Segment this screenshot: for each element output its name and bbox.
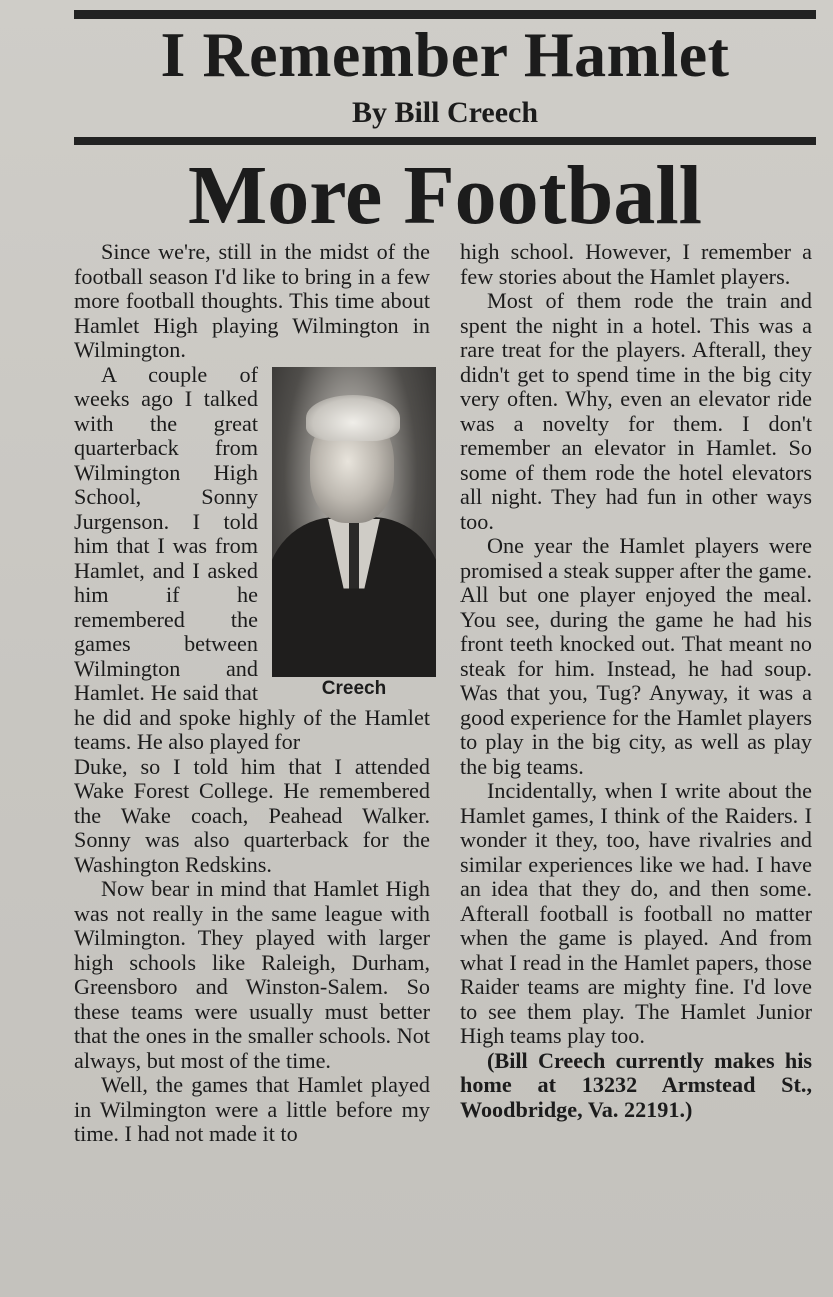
paragraph: Now bear in mind that Hamlet High was not really in the same league with Wilmington. They played with larger high schools like Raleigh, Durham, Greensboro and Winston-Salem. So these teams were usually must better that the ones in the smaller schools. Not always, but most of the time. — [74, 876, 430, 1073]
paragraph-continued: Duke, so I told him that I attended Wake Forest College. He remembered the Wake coach, Peahead Walker. Sonny was also quarterback for the Washington Redskins. — [74, 753, 430, 877]
paragraph: One year the Hamlet players were promised a steak supper after the game. All but one player enjoyed the meal. You see, during the game he had his front teeth knocked out. That meant no steak for him. Instead, he had soup. Was that you, Tug? Anyway, it was a good experience for the Hamlet players to play in the big city, as well as play the big teams. — [460, 533, 812, 779]
photo-caption: Creech — [321, 677, 387, 699]
photo-block — [264, 367, 436, 701]
paragraph: Incidentally, when I write about the Hamlet games, I think of the Raiders. I wonder it they, too, have rivalries and similar experiences like we had. I have an idea that they do, and then some. Afterall football is football no matter when the game is played. And from what I read in the Hamlet papers, those Raider teams are mighty fine. I'd love to see them play. The Hamlet Junior High teams play too. — [460, 778, 812, 1048]
paragraph: Most of them rode the train and spent the night in a hotel. This was a rare treat for the players. Afterall, they didn't get to spend time in the big city very often. Why, even an elevator ride was a novelty for them. I don't remember an elevator in Hamlet. So some of them rode the hotel elevators all night. They had fun in other ways too. — [460, 288, 812, 534]
byline: By Bill Creech — [351, 96, 539, 129]
article-headline: More Football — [187, 149, 702, 242]
left-column — [74, 240, 430, 1147]
paragraph: Well, the games that Hamlet played in Wilmington were a little before my time. I had not made it to — [74, 1072, 430, 1146]
author-bio: (Bill Creech currently makes his home at 13232 Armstead St., Woodbridge, Va. 22191.) — [460, 1047, 812, 1122]
paragraph-with-photo — [74, 363, 430, 755]
top-rule — [74, 10, 816, 19]
photo-hair — [306, 395, 400, 441]
paragraph-text: A couple of weeks ago I talked with the great quarterback from Wilmington High School, Sonny Jurgenson. I told him that I was from Hamlet, and I asked him if he remembered the games between Wilmington and Hamlet. He said that he did and spoke highly of the Hamlet teams. He also played for — [74, 361, 430, 754]
paragraph-continued: high school. However, I remember a few stories about the Hamlet players. — [460, 239, 812, 289]
series-title: I Remember Hamlet — [160, 19, 730, 90]
paragraph: Since we're, still in the midst of the football season I'd like to bring in a few more football thoughts. This time about Hamlet High playing Wilmington in Wilmington. — [74, 239, 430, 362]
portrait-photo — [272, 367, 436, 677]
right-column — [460, 240, 812, 1122]
header-rule — [74, 137, 816, 145]
